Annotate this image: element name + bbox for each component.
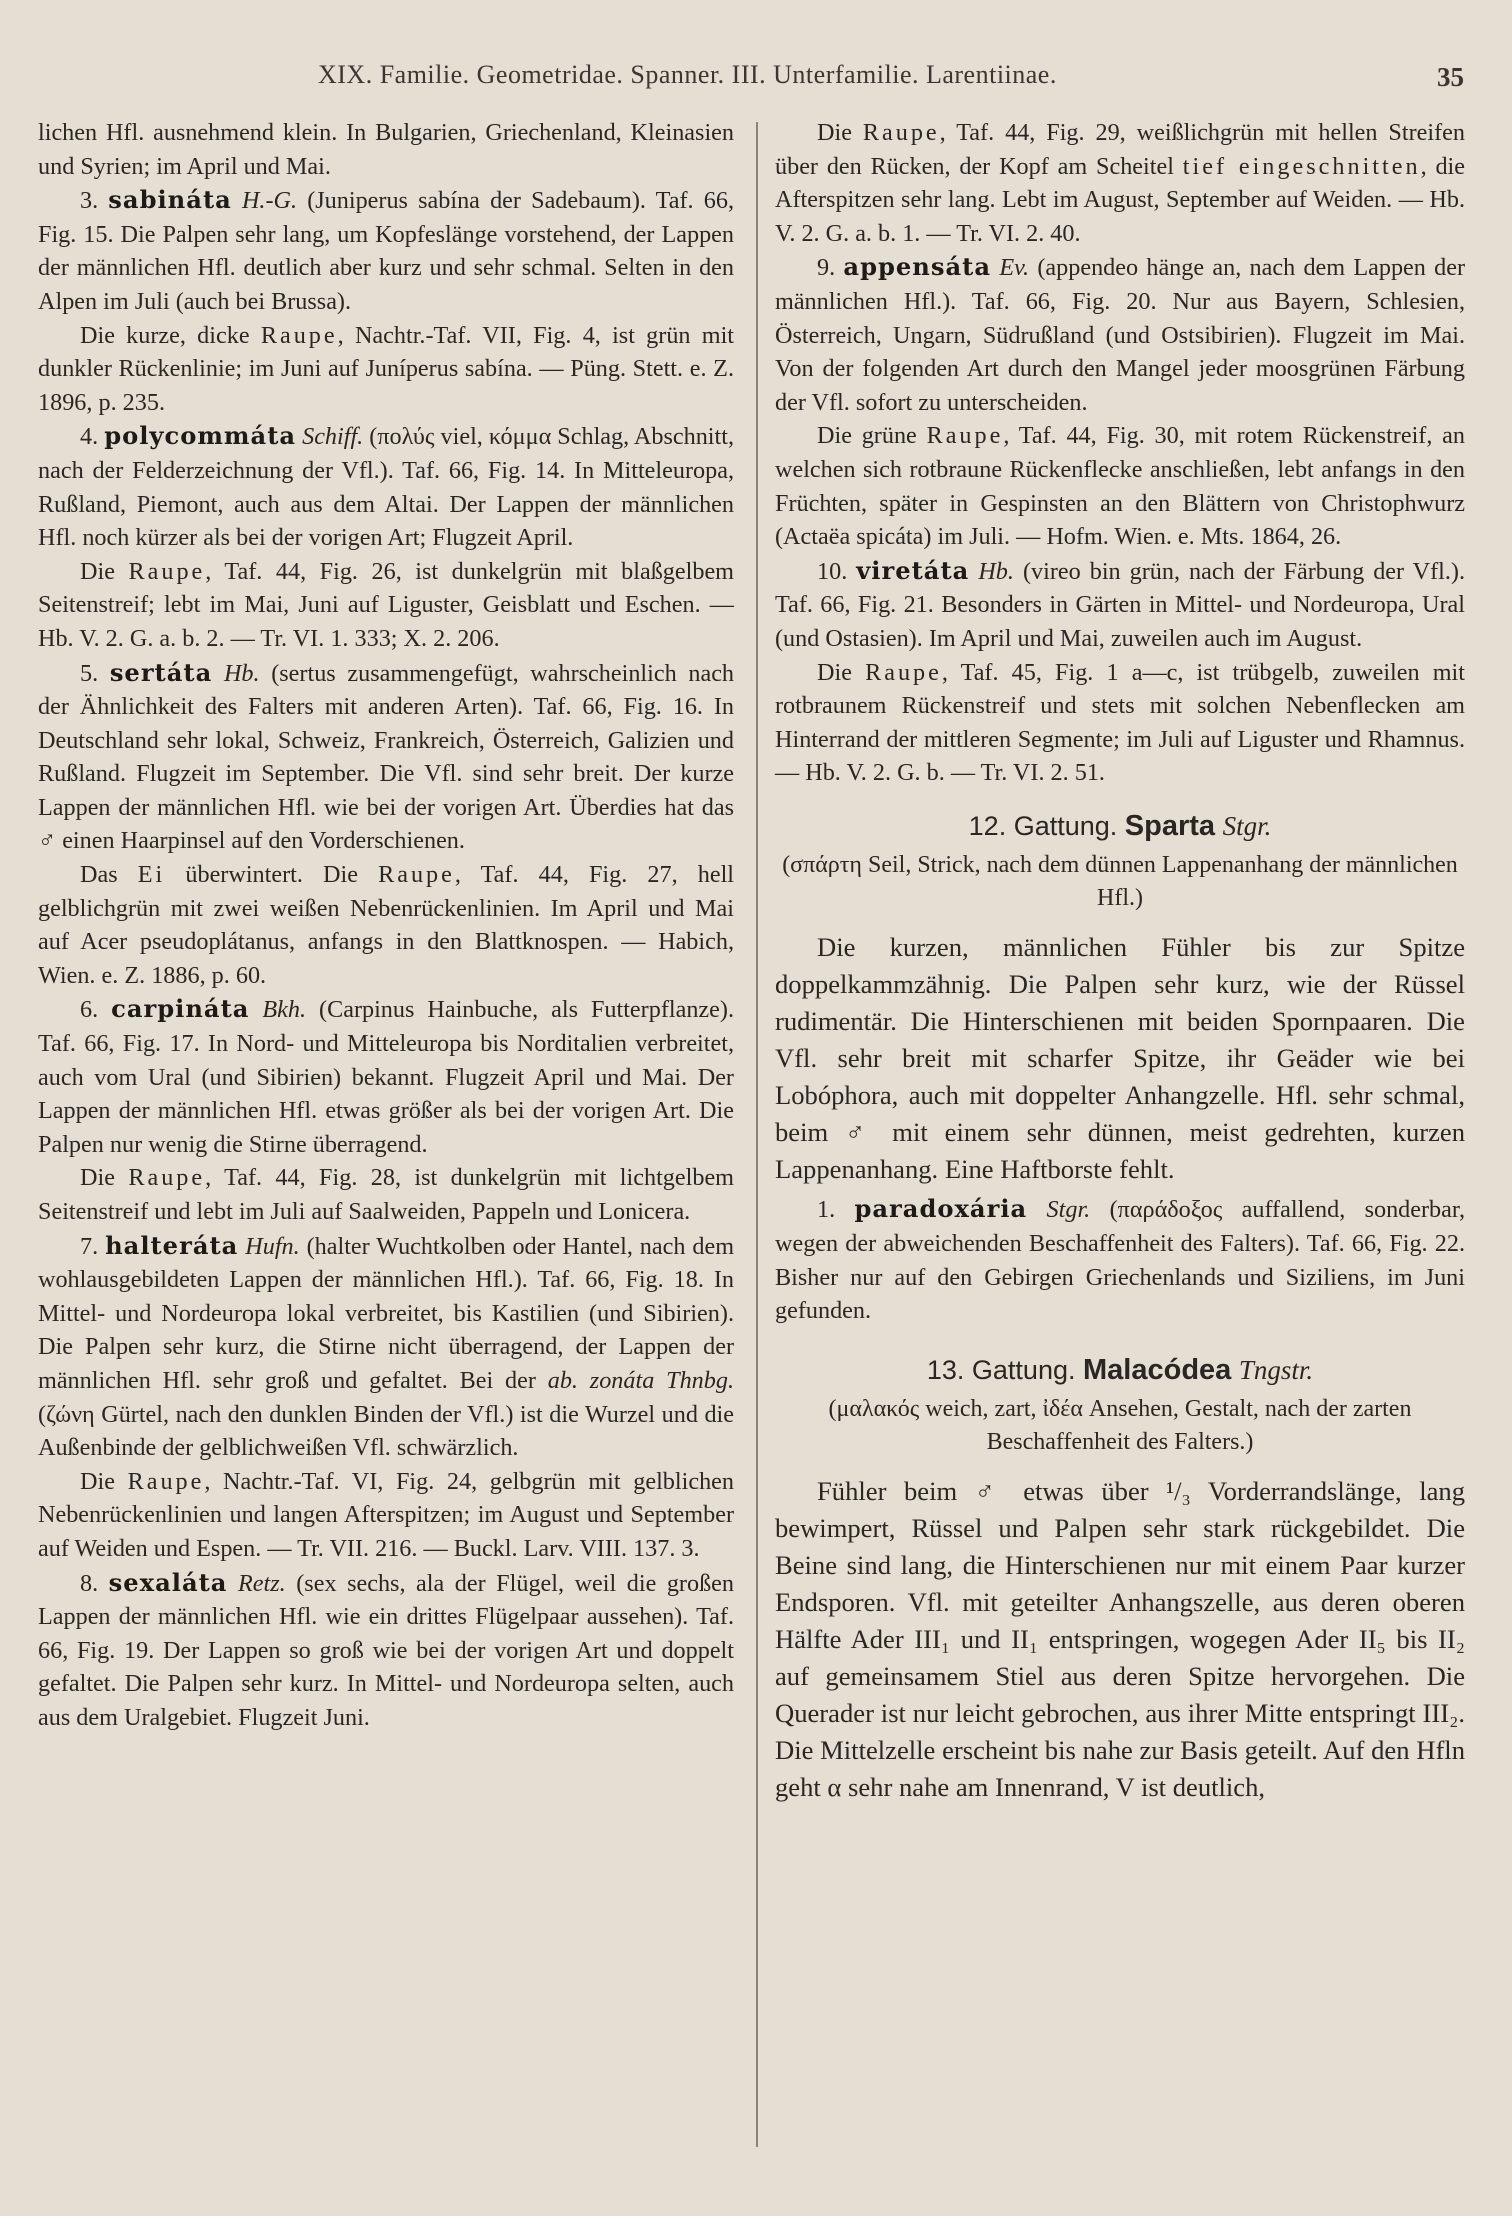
species-name: polycommáta xyxy=(104,421,297,451)
entry-number: 3. xyxy=(80,187,99,215)
text-span: Die xyxy=(80,557,115,585)
larva-term: Raupe xyxy=(127,1467,205,1495)
text-span: überwintert. Die xyxy=(185,861,358,889)
species-name: viretáta xyxy=(856,555,970,585)
species-name: appensáta xyxy=(843,252,992,282)
left-column xyxy=(38,116,734,1735)
text-span: , die Afterspitzen sehr lang. Lebt im August, September auf Weiden. — Hb. V. 2. G. a. b. 1. — Tr. VI. 2. 40. xyxy=(775,152,1465,247)
species-author: Bkh. xyxy=(262,996,307,1024)
larva-paragraph xyxy=(38,319,734,420)
entry-number: 10. xyxy=(817,557,848,585)
species-author: Stgr. xyxy=(1046,1196,1091,1224)
larva-term: Raupe xyxy=(128,1164,206,1192)
larva-paragraph xyxy=(775,656,1465,790)
larva-term: Raupe xyxy=(128,557,206,585)
larva-paragraph xyxy=(775,116,1465,250)
species-author: H.-G. xyxy=(241,187,298,215)
genus-name: Malacódea xyxy=(1083,1353,1232,1386)
entry-text: (vireo bin grün, nach der Färbung der Vfl.). Taf. 66, Fig. 21. Besonders in Gärten in Mittel- und Nordeuropa, Ural (und Ostasien). Im April und Mai, zuweilen auch im August. xyxy=(775,557,1466,652)
entry-text: (πολύς viel, κόμμα Schlag, Abschnitt, nach der Felderzeichnung der Vfl.). Taf. 66, Fig. 14. In Mitteleuropa, Rußland, Piemont, auch aus dem Altai. Der Lappen der männlichen Hfl. noch kürzer als bei der vorigen Art; Flugzeit April. xyxy=(38,423,734,552)
larva-term: Raupe xyxy=(378,861,455,889)
species-entry-10 xyxy=(775,554,1465,656)
text-span: Die xyxy=(80,1467,115,1495)
genus-description: Die kurzen, männlichen Fühler bis zur Spitze doppelkammzähnig. Die Palpen sehr kurz, wie der Rüssel rudimentär. Die Hinterschienen mit beiden Spornpaaren. Die Vfl. sehr breit mit scharfer Spitze, ihr Geäder wie bei Lobóphora, auch mit doppelter Anhangzelle. Hfl. sehr schmal, beim ♂ mit einem sehr dünnen, meist gedrehten, kurzen Lappenanhang. Eine Haftborste fehlt. xyxy=(775,932,1465,1185)
larva-term: Raupe xyxy=(260,321,338,349)
larva-paragraph xyxy=(38,858,734,992)
entry-text: (Carpinus Hainbuche, als Futterpflanze). Taf. 66, Fig. 17. In Nord- und Mitteleuropa bis Norditalien verbreitet, auch vom Ural (und Sibirien) bekannt. Flugzeit April und Mai. Der Lappen der männlichen Hfl. etwas größer als bei der vorigen Art. Die Palpen nur wenig die Stirne überragend. xyxy=(38,996,734,1158)
text-span: Die xyxy=(817,658,852,686)
genus-etymology: (μαλακός weich, zart, ἰδέα Ansehen, Gestalt, nach der zarten Beschaffenheit des Falters.) xyxy=(828,1396,1412,1456)
species-name: halteráta xyxy=(105,1230,239,1260)
species-entry-8 xyxy=(38,1566,734,1735)
text-span: , Taf. 44, Fig. 28, ist dunkelgrün mit lichtgelbem Seitenstreif und lebt im Juli auf Saalweiden, Pappeln und Lonicera. xyxy=(38,1164,734,1225)
right-column xyxy=(775,116,1465,1806)
entry-number: 7. xyxy=(80,1232,99,1260)
genus-number: 13. Gattung. xyxy=(926,1354,1076,1385)
entry-text: (appendeo hänge an, nach dem Lappen der männlichen Hfl.). Taf. 66, Fig. 20. Nur aus Bayern, Schlesien, Österreich, Ungarn, Südrußland (und Ostsibirien). Flugzeit im Mai. Von der folgenden Art durch den Mangel jeder moosgrünen Färbung der Vfl. sofort zu unterscheiden. xyxy=(775,254,1466,416)
species-entry-4 xyxy=(38,419,734,554)
species-author: Hb. xyxy=(223,659,260,687)
genus-heading-12 xyxy=(775,810,1465,844)
species-name: sexaláta xyxy=(108,1567,228,1597)
entry-number: 6. xyxy=(80,996,99,1024)
egg-term: Ei xyxy=(137,861,166,889)
genus-author: Tngstr. xyxy=(1238,1354,1314,1385)
genus-etymology: (σπάρτη Seil, Strick, nach dem dünnen Lappenanhang der männlichen Hfl.) xyxy=(782,852,1458,912)
larva-paragraph xyxy=(775,419,1465,553)
entry-text: (sex sechs, ala der Flügel, weil die großen Lappen der männlichen Hfl. wie ein drittes Flügelpaar aussehen). Taf. 66, Fig. 19. Der Lappen so groß wie bei der vorigen Art und doppelt gefaltet. Die Palpen sehr kurz. In Mittel- und Nordeuropa selten, auch aus dem Uralgebiet. Flugzeit Juni. xyxy=(38,1569,734,1731)
text-span: Die grüne xyxy=(817,422,917,450)
larva-term: Raupe xyxy=(865,658,942,686)
paragraph: lichen Hfl. ausnehmend klein. In Bulgarien, Griechenland, Kleinasien und Syrien; im April und Mai. xyxy=(38,119,734,180)
entry-number: 1. xyxy=(817,1196,836,1224)
genus-number: 12. Gattung. xyxy=(968,810,1118,841)
entry-text: (sertus zusammengefügt, wahrscheinlich nach der Ähnlichkeit des Falters mit anderen Arten). Taf. 66, Fig. 16. In Deutschland sehr lokal, Schweiz, Frankreich, Österreich, Galizien und Rußland. Flugzeit im September. Die Vfl. sind sehr breit. Der kurze Lappen der männlichen Hfl. wie bei der vorigen Art. Überdies hat das ♂ einen Haarpinsel auf den Vorderschienen. xyxy=(38,659,735,855)
larva-paragraph xyxy=(38,555,734,656)
column-divider xyxy=(756,122,758,2147)
larva-term: Raupe xyxy=(862,119,940,146)
text-span: , Taf. 45, Fig. 1 a—c, ist trübgelb, zuweilen mit rotbraunem Rückenstreif und stets mit solchen Nebenflecken am Hinterrand der mittleren Segmente; im Juli auf Liguster und Rhamnus. — Hb. V. 2. G. b. — Tr. VI. 2. 51. xyxy=(775,658,1465,787)
page-number: 35 xyxy=(1437,62,1464,92)
text-span: Die xyxy=(817,119,852,146)
entry-text: (ζώνη Gürtel, nach den dunklen Binden der Vfl.) ist die Wurzel und die Außenbinde der gelblichweißen Vfl. schwärzlich. xyxy=(38,1400,734,1462)
species-entry-1 xyxy=(775,1192,1465,1327)
larva-paragraph xyxy=(38,1465,734,1566)
entry-number: 4. xyxy=(80,423,99,451)
text-span: , Taf. 44, Fig. 26, ist dunkelgrün mit blaßgelbem Seitenstreif; lebt im Mai, Juni auf Liguster, Geisblatt und Eschen. — Hb. V. 2. G. a. b. 2. — Tr. VI. 1. 333; X. 2. 206. xyxy=(38,557,734,652)
text-span: , Taf. 44, Fig. 30, mit rotem Rückenstreif, an welchen sich rotbraune Rückenflecke anschließen, lebt anfangs in den Früchten, später in Gespinsten an den Blättern von Christophwurz (Actaëa spicáta) im Juli. — Hofm. Wien. e. Mts. 1864, 26. xyxy=(775,422,1466,551)
species-entry-3 xyxy=(38,183,734,318)
genus-author: Stgr. xyxy=(1222,810,1272,841)
entry-number: 5. xyxy=(80,659,99,687)
header-title: XIX. Familie. Geometridae. Spanner. III. Unterfamilie. Larentiinae. xyxy=(318,60,1057,89)
spaced-text: tief eingeschnitten xyxy=(1182,152,1421,180)
entry-number: 8. xyxy=(80,1569,99,1597)
text-span: , Taf. 44, Fig. 27, hell gelblichgrün mit zwei weißen Nebenrückenlinien. Im April und Mai auf Acer pseudoplátanus, anfangs in den Blattknospen. — Habich, Wien. e. Z. 1886, p. 60. xyxy=(38,861,735,989)
genus-description: Fühler beim ♂ etwas über ¹/₃ Vorderrandslänge, lang bewimpert, Rüssel und Palpen sehr stark rückgebildet. Die Beine sind lang, die Hinterschienen nur mit einem Paar kurzer Endsporen. Vfl. mit geteilter Anhangszelle, aus deren oberen Hälfte Ader III₁ und II₁ entspringen, wogegen Ader II₅ bis II₂ auf gemeinsamem Stiel aus deren Spitze hervorgehen. Die Querader ist nur leicht gebrochen, aus ihrer Mitte entspringt III₂. Die Mittelzelle erscheint bis nahe zur Basis geteilt. Auf den Hfln geht α sehr nahe am Innenrand, V ist deutlich, xyxy=(775,1476,1465,1803)
entry-text: (halter Wuchtkolben oder Hantel, nach dem wohlausgebildeten Lappen der männlichen Hfl.). Taf. 66, Fig. 18. In Mittel- und Nordeuropa lokal verbreitet, bis Kastilien (und Sibirien). Die Palpen sehr kurz, die Stirne nicht überragend, der Lappen der männlichen Hfl. sehr groß und gefaltet. Bei der xyxy=(38,1232,735,1394)
text-span: , Taf. 44, Fig. 29, weißlichgrün mit hellen Streifen über den Rücken, der Kopf am Scheitel xyxy=(775,119,1465,180)
genus-heading-13 xyxy=(775,1354,1465,1388)
species-author: Schiff. xyxy=(302,423,364,451)
text-span: Die kurze, dicke xyxy=(80,321,250,349)
species-name: carpináta xyxy=(111,994,250,1024)
text-span: , Nachtr.-Taf. VII, Fig. 4, ist grün mit dunkler Rückenlinie; im Juni auf Juníperus sabína. — Püng. Stett. e. Z. 1896, p. 235. xyxy=(38,321,735,416)
species-author: Hb. xyxy=(978,557,1014,585)
larva-term: Raupe xyxy=(926,422,1004,450)
running-header xyxy=(0,52,1512,92)
species-entry-7 xyxy=(38,1229,734,1465)
entry-text: (παράδοξος auffallend, sonderbar, wegen der abweichenden Beschaffenheit des Falters). Taf. 66, Fig. 22. Bisher nur auf den Gebirgen Griechenlands und Siziliens, im Juni gefunden. xyxy=(775,1196,1466,1325)
entry-text: (Juniperus sabína der Sadebaum). Taf. 66, Fig. 15. Die Palpen sehr lang, um Kopfeslänge vorstehend, der Lappen der männlichen Hfl. deutlich aber kurz und sehr schmal. Selten in den Alpen im Juli (auch bei Brussa). xyxy=(38,187,734,315)
genus-name: Sparta xyxy=(1124,809,1216,842)
species-author: Ev. xyxy=(999,254,1030,282)
text-span: Die xyxy=(80,1164,115,1192)
larva-paragraph xyxy=(38,1161,734,1228)
species-entry-5 xyxy=(38,656,734,859)
text-span: , Nachtr.-Taf. VI, Fig. 24, gelbgrün mit gelblichen Nebenrückenlinien und langen Afterspitzen; im August und September auf Weiden und Espen. — Tr. VII. 216. — Buckl. Larv. VIII. 137. 3. xyxy=(38,1467,735,1562)
species-name: sertáta xyxy=(109,657,213,687)
species-name: paradoxária xyxy=(854,1194,1028,1224)
text-span: Das xyxy=(80,861,118,889)
aberration-name: ab. zonáta Thnbg. xyxy=(547,1366,735,1394)
species-author: Hufn. xyxy=(245,1232,300,1260)
species-name: sabináta xyxy=(108,185,232,215)
species-author: Retz. xyxy=(238,1569,286,1597)
entry-number: 9. xyxy=(817,254,836,282)
species-entry-9 xyxy=(775,250,1465,419)
species-entry-6 xyxy=(38,992,734,1161)
